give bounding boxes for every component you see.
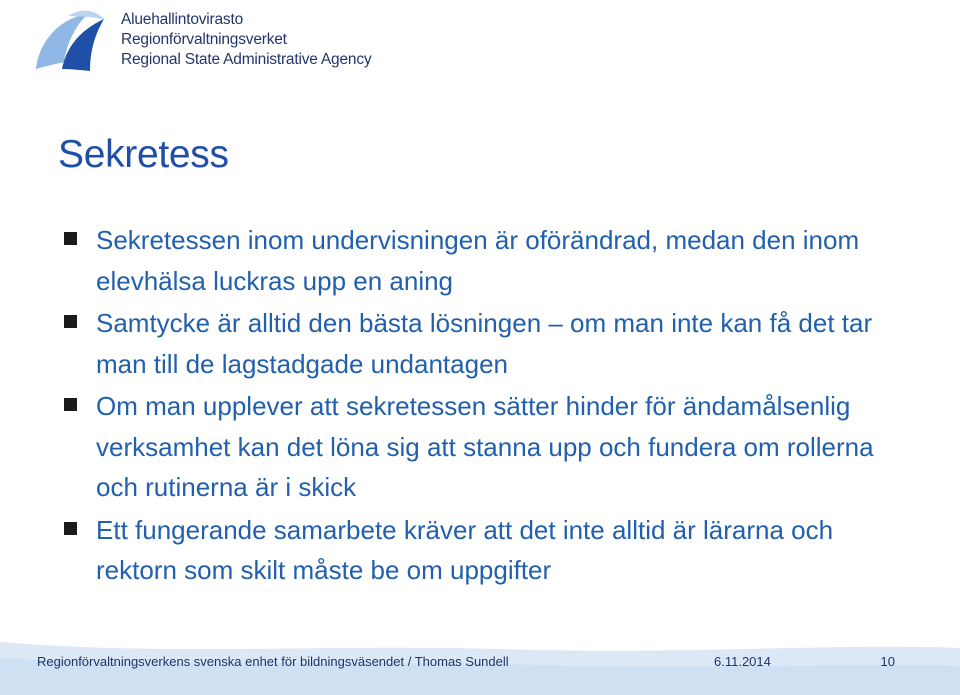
bullet-text-4: Ett fungerande samarbete kräver att det inte alltid är lärarna och rektorn som skilt måste be om uppgifter [96, 514, 834, 585]
slide-footer [0, 640, 960, 695]
footer-organization-text: Regionförvaltningsverkens svenska enhet för bildningsväsendet / Thomas Sundell [37, 654, 509, 669]
page-number: 10 [880, 654, 895, 669]
agency-logo-icon [28, 6, 110, 78]
bullet-list [60, 220, 920, 593]
bullet-text-1: Sekretessen inom undervisningen är oförändrad, medan den inom elevhälsa luckras upp en aning [96, 225, 860, 296]
bullet-item-4 [60, 510, 920, 591]
square-bullet-icon [64, 232, 77, 245]
bullet-text-3: Om man upplever att sekretessen sätter hinder för ändamålsenlig verksamhet kan det löna sig att stanna upp och fundera om rollerna och rutinerna är i skick [96, 391, 874, 502]
footer-date: 6.11.2014 [714, 654, 771, 669]
square-bullet-icon [64, 398, 77, 411]
bullet-item-1 [60, 220, 920, 301]
slide-title: Sekretess [58, 133, 229, 176]
agency-name-swedish: Regionförvaltningsverket [121, 31, 287, 48]
square-bullet-icon [64, 315, 77, 328]
agency-name [121, 10, 371, 70]
bullet-item-3 [60, 386, 920, 508]
agency-name-english: Regional State Administrative Agency [121, 51, 372, 68]
agency-name-finnish: Aluehallintovirasto [121, 11, 243, 28]
square-bullet-icon [64, 522, 77, 535]
bullet-item-2 [60, 303, 920, 384]
agency-logo [28, 6, 388, 78]
bullet-text-2: Samtycke är alltid den bästa lösningen – om man inte kan få det tar man till de lagstadgade undantagen [96, 308, 873, 379]
